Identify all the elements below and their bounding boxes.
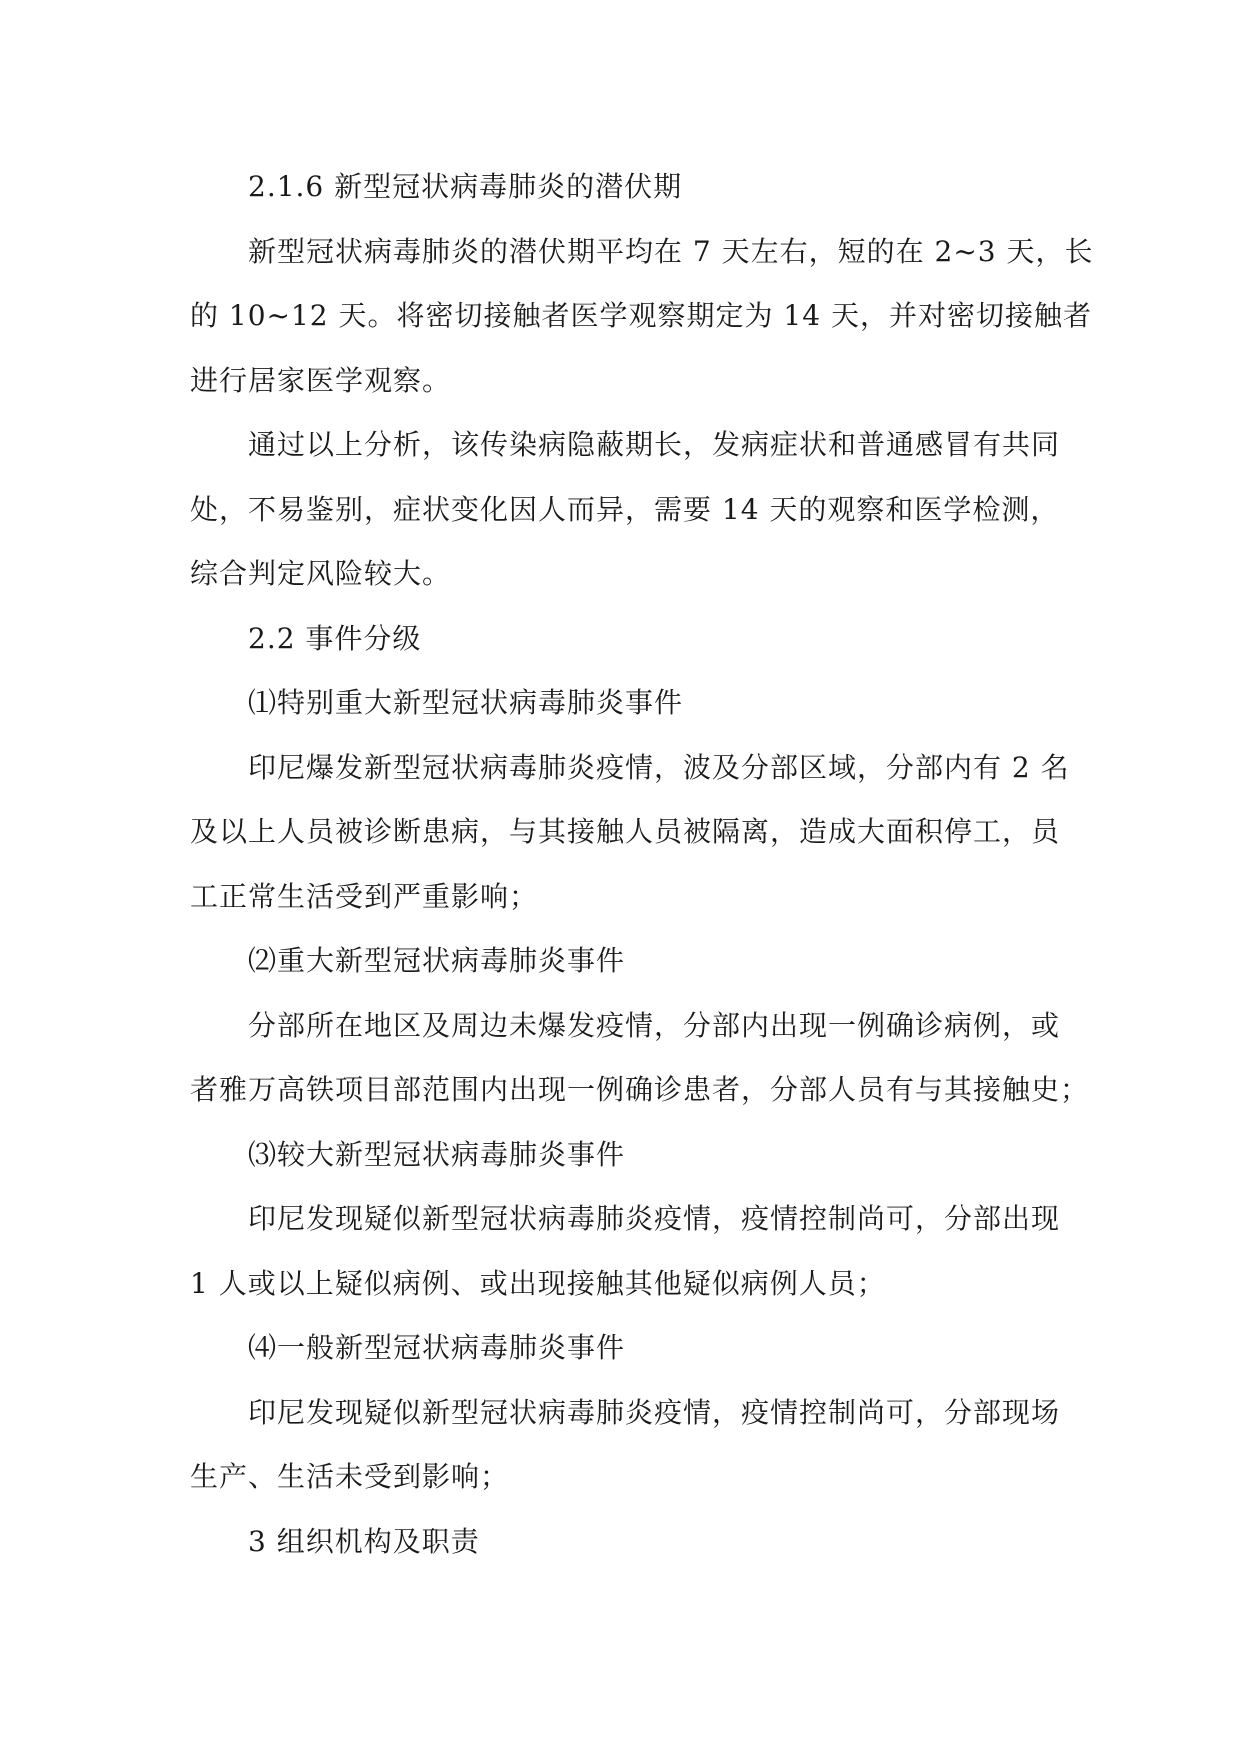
section-heading-2-1-6: 2.1.6 新型冠状病毒肺炎的潜伏期 [248,170,683,203]
paragraph-line: 处，不易鉴别，症状变化因人而异，需要 14 天的观察和医学检测， [190,492,1060,526]
paragraph-line: 新型冠状病毒肺炎的潜伏期平均在 7 天左右，短的在 2~3 天，长 [248,234,1094,268]
paragraph-line: 印尼爆发新型冠状病毒肺炎疫情，波及分部区域，分部内有 2 名 [248,750,1070,784]
subheading-level-2: ⑵重大新型冠状病毒肺炎事件 [248,944,626,977]
paragraph-line: 工正常生活受到严重影响； [190,879,539,913]
paragraph-line: 生产、生活未受到影响； [190,1460,510,1493]
paragraph-line: 1 人或以上疑似病例、或出现接触其他疑似病例人员； [190,1266,886,1300]
paragraph-line: 印尼发现疑似新型冠状病毒肺炎疫情，疫情控制尚可，分部出现 [248,1202,1061,1235]
subheading-level-3: ⑶较大新型冠状病毒肺炎事件 [248,1137,626,1171]
subheading-level-1: ⑴特别重大新型冠状病毒肺炎事件 [248,686,684,719]
subheading-level-4: ⑷一般新型冠状病毒肺炎事件 [248,1331,626,1364]
paragraph-line: 综合判定风险较大。 [190,557,452,590]
paragraph-line: 者雅万高铁项目部范围内出现一例确诊患者，分部人员有与其接触史； [190,1073,1090,1106]
section-heading-2-2: 2.2 事件分级 [248,621,422,655]
paragraph-line: 及以上人员被诊断患病，与其接触人员被隔离，造成大面积停工，员 [190,815,1061,848]
paragraph-line: 通过以上分析，该传染病隐蔽期长，发病症状和普通感冒有共同 [248,428,1061,461]
paragraph-line: 印尼发现疑似新型冠状病毒肺炎疫情，疫情控制尚可，分部现场 [248,1395,1061,1429]
paragraph-line: 的 10~12 天。将密切接触者医学观察期定为 14 天，并对密切接触者 [190,299,1092,332]
paragraph-line: 分部所在地区及周边未爆发疫情，分部内出现一例确诊病例，或 [248,1008,1061,1042]
paragraph-line: 进行居家医学观察。 [190,363,452,397]
document-body [190,155,1094,1574]
section-heading-3: 3 组织机构及职责 [248,1524,480,1558]
